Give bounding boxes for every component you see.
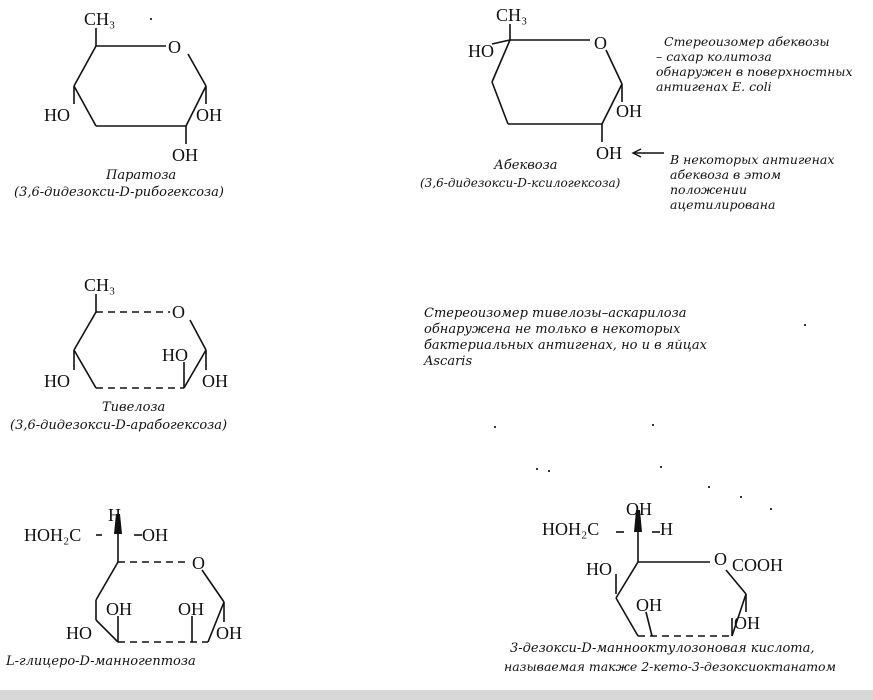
heptose-ho-left-label: HO [66, 623, 92, 643]
colitose-note-line: Стереоизомер абеквозы [664, 34, 830, 49]
kdo-hoh2c-label: HOH₂C [542, 519, 600, 539]
heptose-oh-top-label: OH [142, 525, 168, 545]
paratose-caption-formula: (3,6-дидезокси-D-рибогексоза) [14, 185, 224, 200]
scan-speck [770, 508, 772, 510]
scan-speck [708, 486, 710, 488]
bottom-rule [0, 690, 873, 700]
scan-speck [150, 18, 152, 20]
heptose-oh-inner1-label: OH [106, 599, 132, 619]
paratose-ch3-label: CH₃ [84, 9, 116, 29]
kdo-caption-line1: 3-дезокси-D-маннооктулозоновая кислота, [510, 641, 815, 656]
tyvelose-caption-name: Тивелоза [102, 400, 166, 415]
heptose-ring-oxygen-label: O [192, 553, 205, 573]
paratose-caption-name: Паратоза [106, 168, 177, 183]
colitose-note-line: антигенах E. coli [656, 79, 772, 94]
tyvelose-structure [0, 270, 320, 440]
tyvelose-ho-inner-label: HO [162, 345, 188, 365]
abequose-oh-right-label: OH [616, 101, 642, 121]
acetylation-note-line: положении [670, 182, 748, 197]
paratose-ho-left-label: HO [44, 105, 70, 125]
abequose-ch3-label: CH₃ [496, 5, 528, 25]
acetylation-note-line: абеквоза в этом [670, 167, 781, 182]
paratose-oh-right-label: OH [196, 105, 222, 125]
kdo-ring-oxygen-label: O [714, 549, 727, 569]
tyvelose-oh-right-label: OH [202, 371, 228, 391]
acetylation-note-line: В некоторых антигенах [670, 152, 835, 167]
kdo-oh-right-label: OH [734, 613, 760, 633]
heptose-structure [0, 500, 320, 680]
ascarylose-note-line: бактериальных антигенах, но и в яйцах [424, 338, 707, 353]
acetylation-note [670, 152, 834, 212]
ascarylose-note-line: Ascaris [424, 354, 473, 369]
heptose-oh-right-label: OH [216, 623, 242, 643]
heptose-caption: L-глицеро-D-манногептоза [6, 654, 196, 669]
colitose-note-line: – сахар колитоза [656, 49, 772, 64]
scan-speck [652, 424, 654, 426]
scan-speck [740, 496, 742, 498]
scan-speck [660, 466, 662, 468]
heptose-h-top-label: H [108, 505, 121, 525]
scan-speck [494, 426, 496, 428]
heptose-hoh2c-label: HOH₂C [24, 525, 82, 545]
tyvelose-ch3-label: CH₃ [84, 275, 116, 295]
abequose-ring-oxygen-label: O [594, 33, 607, 53]
scan-speck [804, 324, 806, 326]
tyvelose-ring-oxygen-label: O [172, 302, 185, 322]
abequose-caption-formula: (3,6-дидезокси-D-ксилогексоза) [420, 176, 621, 190]
paratose-ring-oxygen-label: O [168, 37, 181, 57]
ascarylose-note-line: Стереоизомер тивелозы–аскарилоза [424, 306, 687, 321]
acetylation-note-line: ацетилирована [670, 197, 776, 212]
ascarylose-note-line: обнаружена не только в некоторых [424, 322, 681, 337]
abequose-caption-name: Абеквоза [494, 158, 558, 173]
abequose-oh-bottom-label: OH [596, 143, 622, 163]
paratose-oh-bottom-label: OH [172, 145, 198, 165]
tyvelose-ho-left-label: HO [44, 371, 70, 391]
kdo-ho-left-label: HO [586, 559, 612, 579]
colitose-note-line: обнаружен в поверхностных [656, 64, 853, 79]
kdo-cooh-label: COOH [732, 555, 784, 575]
scan-speck [548, 470, 550, 472]
ascarylose-note [424, 306, 707, 370]
tyvelose-caption-formula: (3,6-дидезокси-D-арабогексоза) [10, 418, 228, 433]
kdo-oh-inner-label: OH [636, 595, 662, 615]
kdo-h-top-label: H [660, 519, 673, 539]
kdo-caption-line2: называемая также 2-кето-3-дезоксиоктанатом [504, 659, 836, 674]
abequose-ho-left-label: HO [468, 41, 494, 61]
kdo-oh-top-label: OH [626, 499, 652, 519]
heptose-oh-inner2-label: OH [178, 599, 204, 619]
scan-speck [536, 468, 538, 470]
